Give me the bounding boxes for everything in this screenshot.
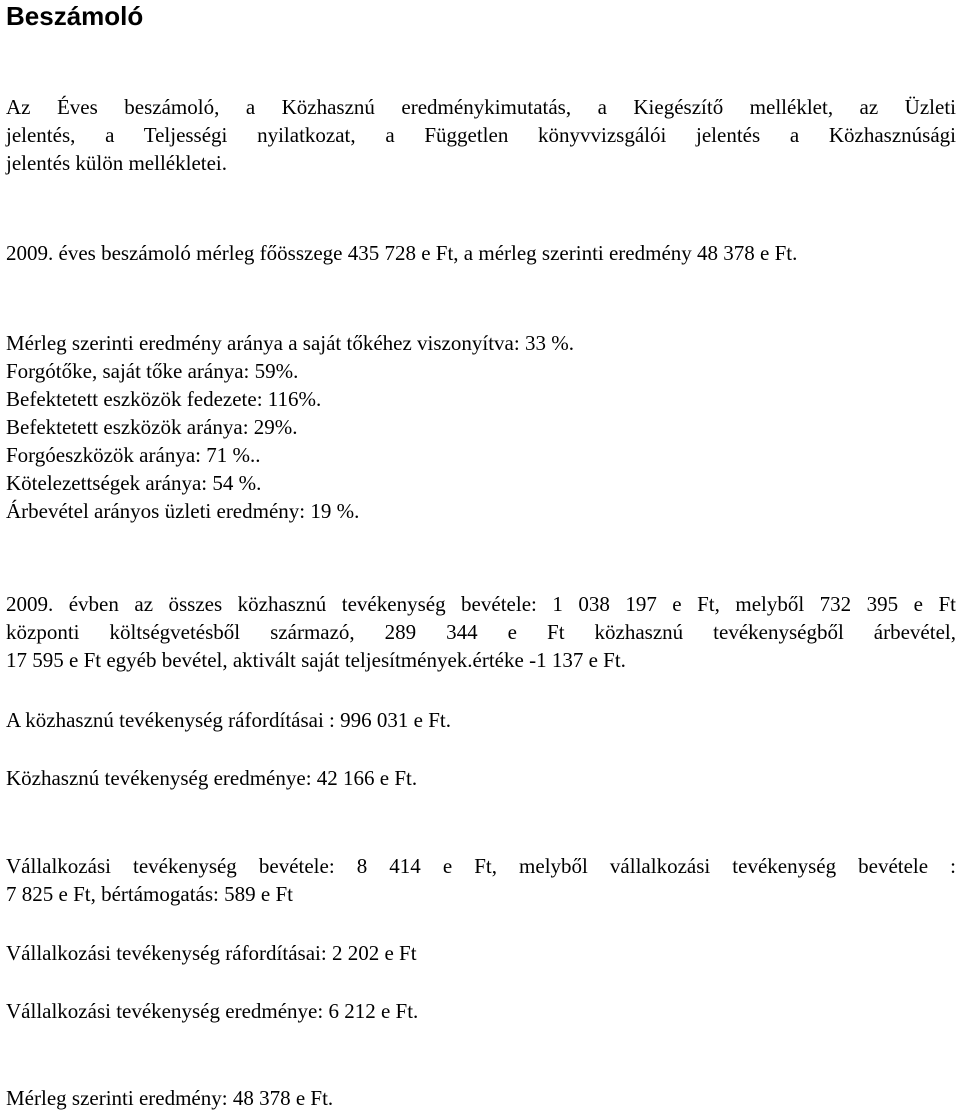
text-line: központi költségvetésből származó, 289 344 e Ft közhasznú tevékenységből árbevétel,	[6, 620, 956, 644]
ratio-item: Kötelezettségek aránya: 54 %.	[6, 471, 262, 495]
text-line: Vállalkozási tevékenység eredménye: 6 212 e Ft.	[6, 999, 419, 1023]
business-expenses-paragraph	[6, 939, 956, 967]
text-line: Az Éves beszámoló, a Közhasznú eredménykimutatás, a Kiegészítő melléklet, az Üzleti	[6, 95, 956, 119]
text-line: jelentés külön mellékletei.	[6, 151, 228, 175]
text-line: A közhasznú tevékenység ráfordításai : 996 031 e Ft.	[6, 708, 451, 732]
ratio-item: Forgóeszközök aránya: 71 %..	[6, 443, 261, 467]
ratio-item: Mérleg szerinti eredmény aránya a saját tőkéhez viszonyítva: 33 %.	[6, 331, 574, 355]
ratio-item: Forgótőke, saját tőke aránya: 59%.	[6, 359, 299, 383]
text-line: Vállalkozási tevékenység bevétele: 8 414 e Ft, melyből vállalkozási tevékenység bevétele :	[6, 854, 956, 878]
business-income-paragraph	[6, 852, 956, 908]
ratio-item: Árbevétel arányos üzleti eredmény: 19 %.	[6, 499, 360, 523]
intro-paragraph	[6, 93, 956, 177]
text-line: 7 825 e Ft, bértámogatás: 589 e Ft	[6, 882, 293, 906]
document-title: Beszámoló	[6, 1, 144, 31]
text-line: Vállalkozási tevékenység ráfordításai: 2 202 e Ft	[6, 941, 417, 965]
ratio-item: Befektetett eszközök aránya: 29%.	[6, 415, 298, 439]
text-line: 2009. éves beszámoló mérleg főösszege 435 728 e Ft, a mérleg szerinti eredmény 48 378 e Ft.	[6, 241, 798, 265]
text-line: jelentés, a Teljességi nyilatkozat, a Független könyvvizsgálói jelentés a Közhasznúsági	[6, 123, 956, 147]
text-line: Mérleg szerinti eredmény: 48 378 e Ft.	[6, 1086, 334, 1110]
text-line: 2009. évben az összes közhasznú tevékenység bevétele: 1 038 197 e Ft, melyből 732 395 e Ft	[6, 592, 956, 616]
public-benefit-result-paragraph	[6, 764, 956, 792]
ratios-list	[6, 329, 956, 525]
balance-sheet-paragraph	[6, 239, 956, 267]
balance-result-paragraph	[6, 1084, 956, 1112]
public-benefit-income-paragraph	[6, 590, 956, 674]
text-line: Közhasznú tevékenység eredménye: 42 166 e Ft.	[6, 766, 418, 790]
public-benefit-expenses-paragraph	[6, 706, 956, 734]
business-result-paragraph	[6, 997, 956, 1025]
text-line: 17 595 e Ft egyéb bevétel, aktivált saját teljesítmények.értéke -1 137 e Ft.	[6, 648, 626, 672]
ratio-item: Befektetett eszközök fedezete: 116%.	[6, 387, 322, 411]
